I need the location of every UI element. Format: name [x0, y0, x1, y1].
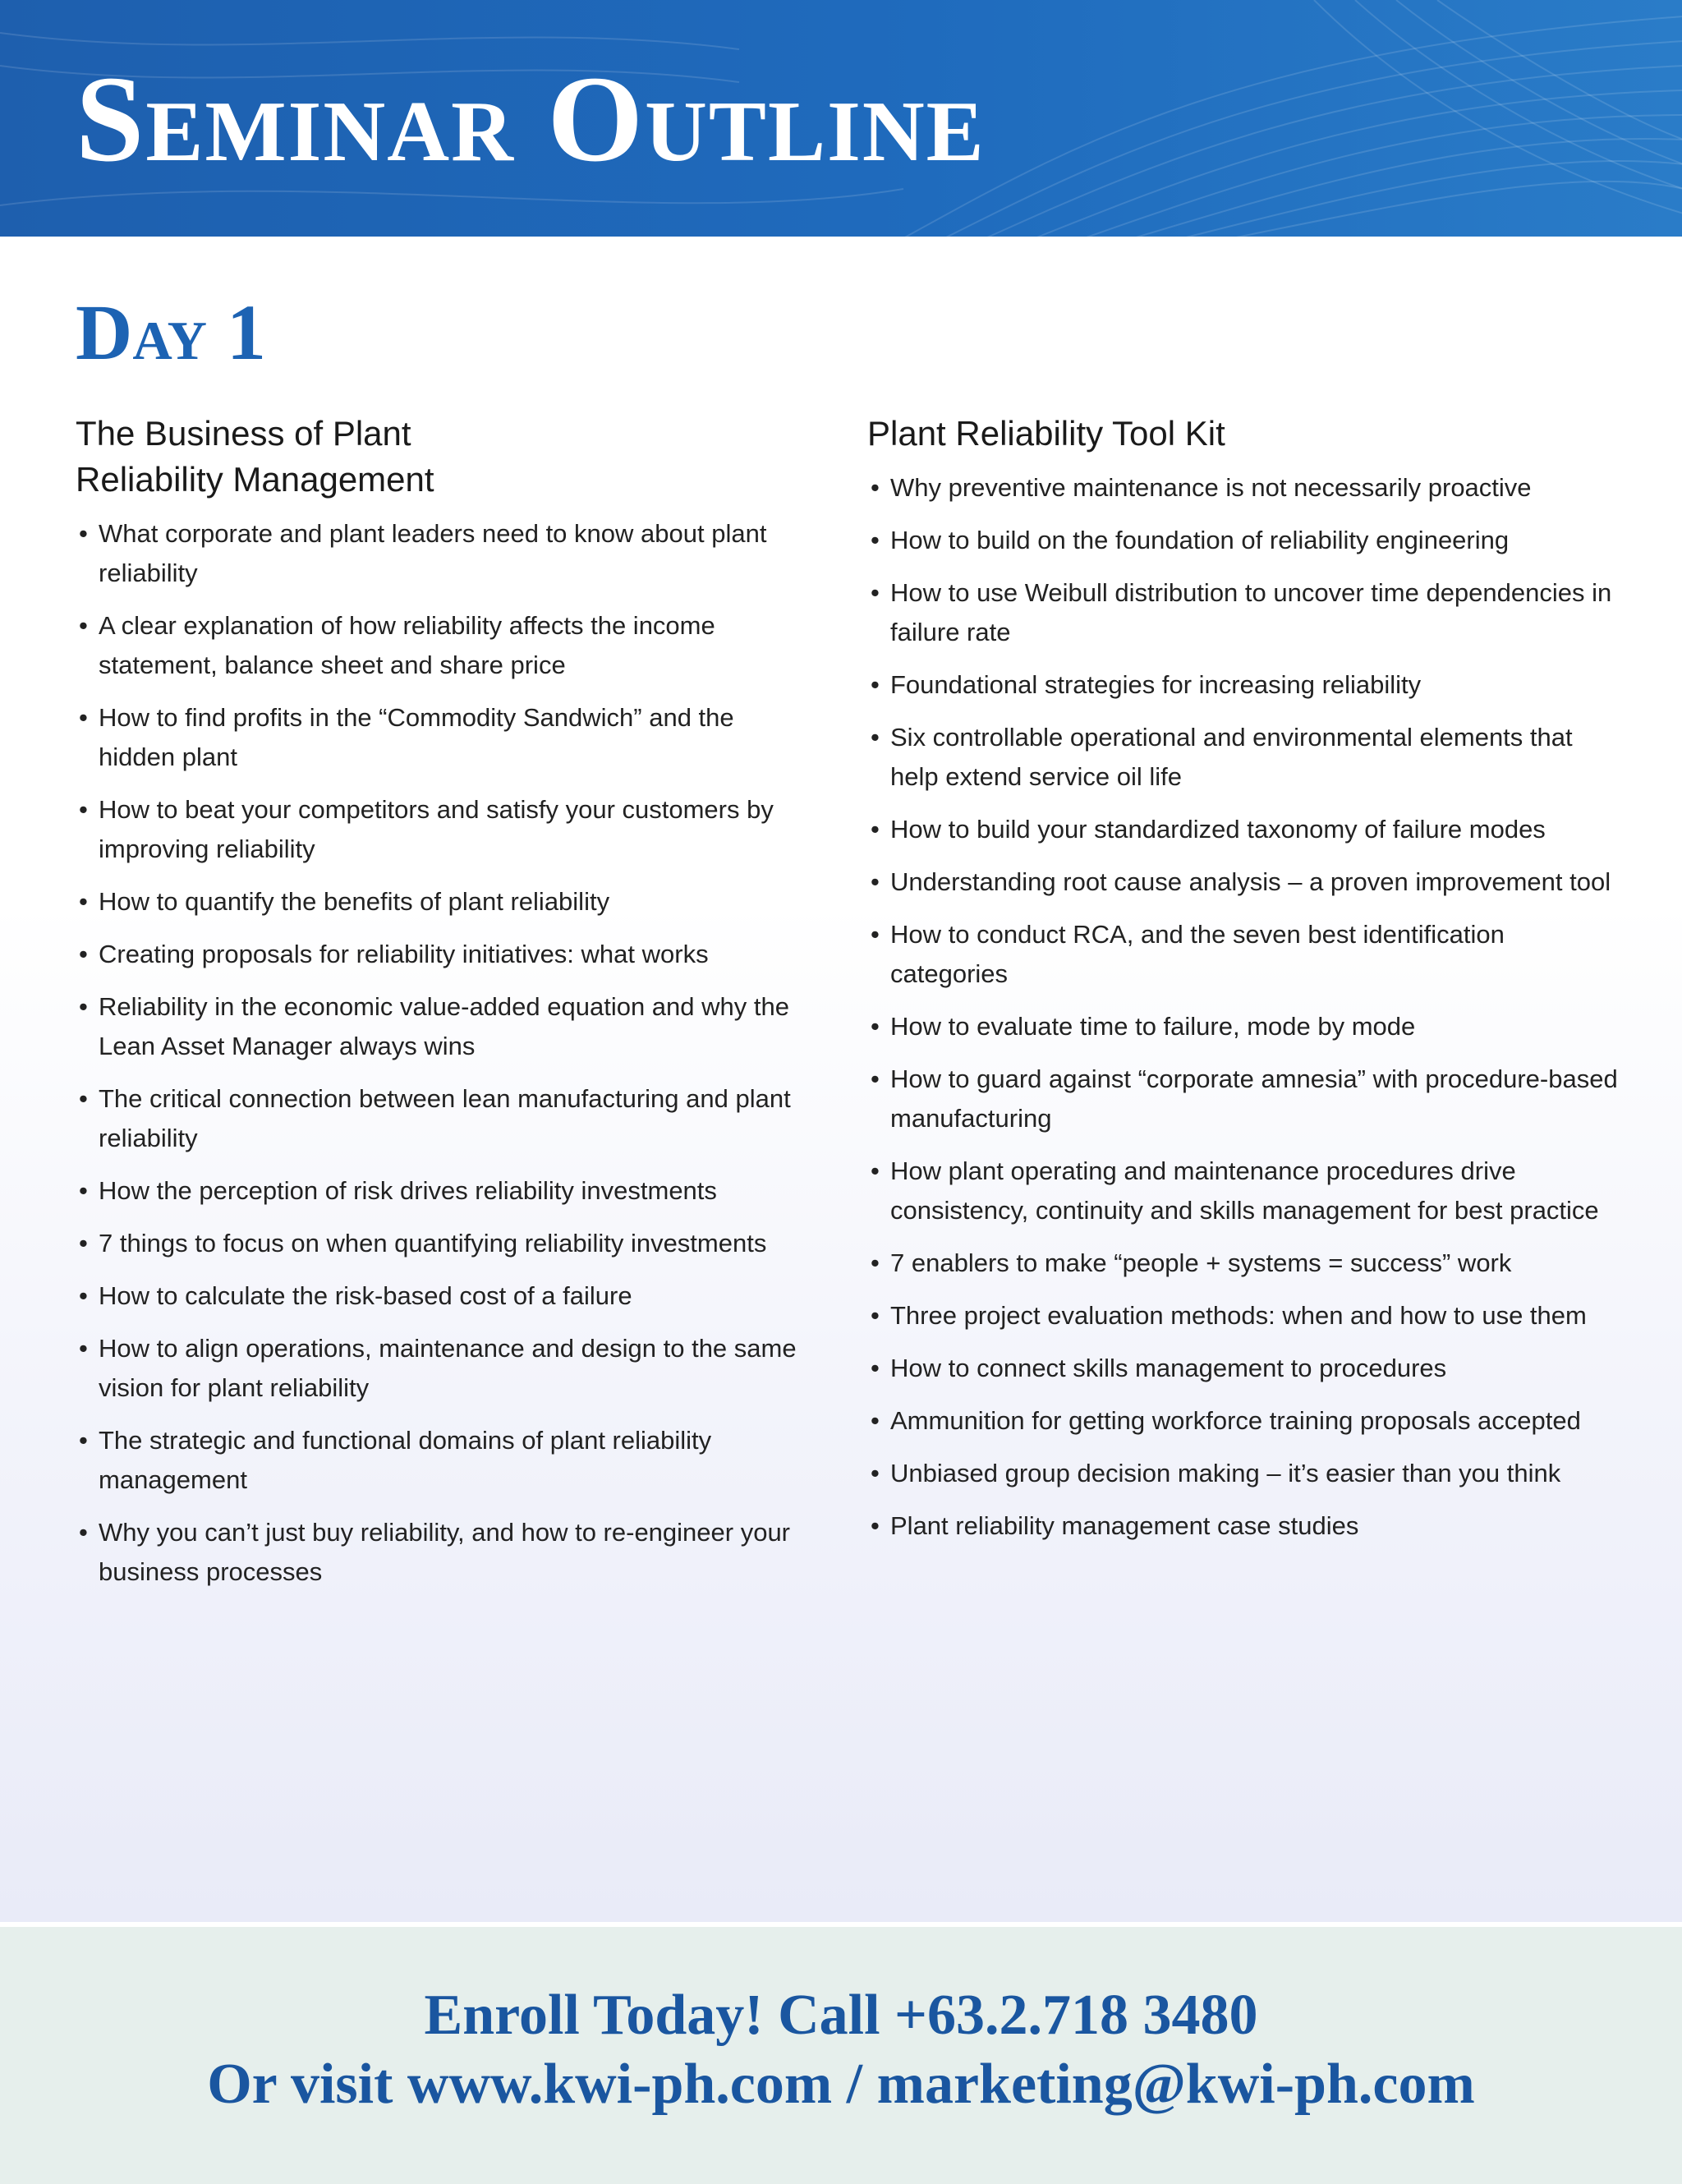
list-item: • Ammunition for getting workforce training proposals accepted: [867, 1401, 1623, 1441]
list-item: • Foundational strategies for increasing reliability: [867, 665, 1623, 705]
page-title: Seminar Outline: [76, 51, 986, 187]
list-item: • Creating proposals for reliability initiatives: what works: [76, 935, 798, 974]
list-item: • 7 enablers to make “people + systems = success” work: [867, 1244, 1623, 1283]
list-item: • How plant operating and maintenance procedures drive consistency, continuity and skills management for best practice: [867, 1152, 1623, 1230]
right-section-title-text: Plant Reliability Tool Kit: [867, 414, 1225, 453]
header-banner: [0, 0, 1682, 237]
list-item: • How to guard against “corporate amnesia” with procedure-based manufacturing: [867, 1060, 1623, 1138]
right-column: [867, 411, 1623, 1559]
list-item: • How to conduct RCA, and the seven best identification categories: [867, 915, 1623, 994]
list-item: • How to connect skills management to procedures: [867, 1349, 1623, 1388]
enroll-call-text: Enroll Today! Call +63.2.718 3480: [424, 1984, 1258, 2047]
left-section-title-line1: The Business of Plant: [76, 414, 411, 453]
list-item: • Unbiased group decision making – it’s easier than you think: [867, 1454, 1623, 1493]
list-item: • How the perception of risk drives reliability investments: [76, 1171, 798, 1211]
left-bullet-list: [76, 514, 798, 1592]
list-item: • Six controllable operational and environmental elements that help extend service oil life: [867, 718, 1623, 797]
left-section-title-line2: Reliability Management: [76, 460, 434, 499]
list-item: • How to find profits in the “Commodity Sandwich” and the hidden plant: [76, 698, 798, 777]
list-item: • How to evaluate time to failure, mode by mode: [867, 1007, 1623, 1046]
enroll-visit-text: Or visit www.kwi-ph.com / marketing@kwi-ph.com: [207, 2053, 1475, 2116]
left-section-title: [76, 411, 798, 503]
enroll-footer: [0, 1922, 1682, 2184]
list-item: • The critical connection between lean manufacturing and plant reliability: [76, 1079, 798, 1158]
list-item: • Why you can’t just buy reliability, and how to re-engineer your business processes: [76, 1513, 798, 1592]
list-item: • What corporate and plant leaders need to know about plant reliability: [76, 514, 798, 593]
list-item: • How to calculate the risk-based cost of a failure: [76, 1276, 798, 1316]
list-item: • Understanding root cause analysis – a proven improvement tool: [867, 862, 1623, 902]
list-item: • How to align operations, maintenance and design to the same vision for plant reliability: [76, 1329, 798, 1408]
list-item: • Three project evaluation methods: when and how to use them: [867, 1296, 1623, 1336]
list-item: • 7 things to focus on when quantifying reliability investments: [76, 1224, 798, 1263]
list-item: • A clear explanation of how reliability affects the income statement, balance sheet and share price: [76, 606, 798, 685]
list-item: • Plant reliability management case studies: [867, 1506, 1623, 1546]
left-column: [76, 411, 798, 1605]
list-item: • The strategic and functional domains of plant reliability management: [76, 1421, 798, 1500]
list-item: • How to build your standardized taxonomy of failure modes: [867, 810, 1623, 849]
list-item: • Reliability in the economic value-added equation and why the Lean Asset Manager always wins: [76, 987, 798, 1066]
right-bullet-list: [867, 468, 1623, 1546]
list-item: • How to use Weibull distribution to uncover time dependencies in failure rate: [867, 573, 1623, 652]
right-section-title: [867, 411, 1623, 457]
day-heading: Day 1: [76, 288, 266, 376]
list-item: • Why preventive maintenance is not necessarily proactive: [867, 468, 1623, 508]
list-item: • How to beat your competitors and satisfy your customers by improving reliability: [76, 790, 798, 869]
list-item: • How to build on the foundation of reliability engineering: [867, 521, 1623, 560]
list-item: • How to quantify the benefits of plant reliability: [76, 882, 798, 922]
